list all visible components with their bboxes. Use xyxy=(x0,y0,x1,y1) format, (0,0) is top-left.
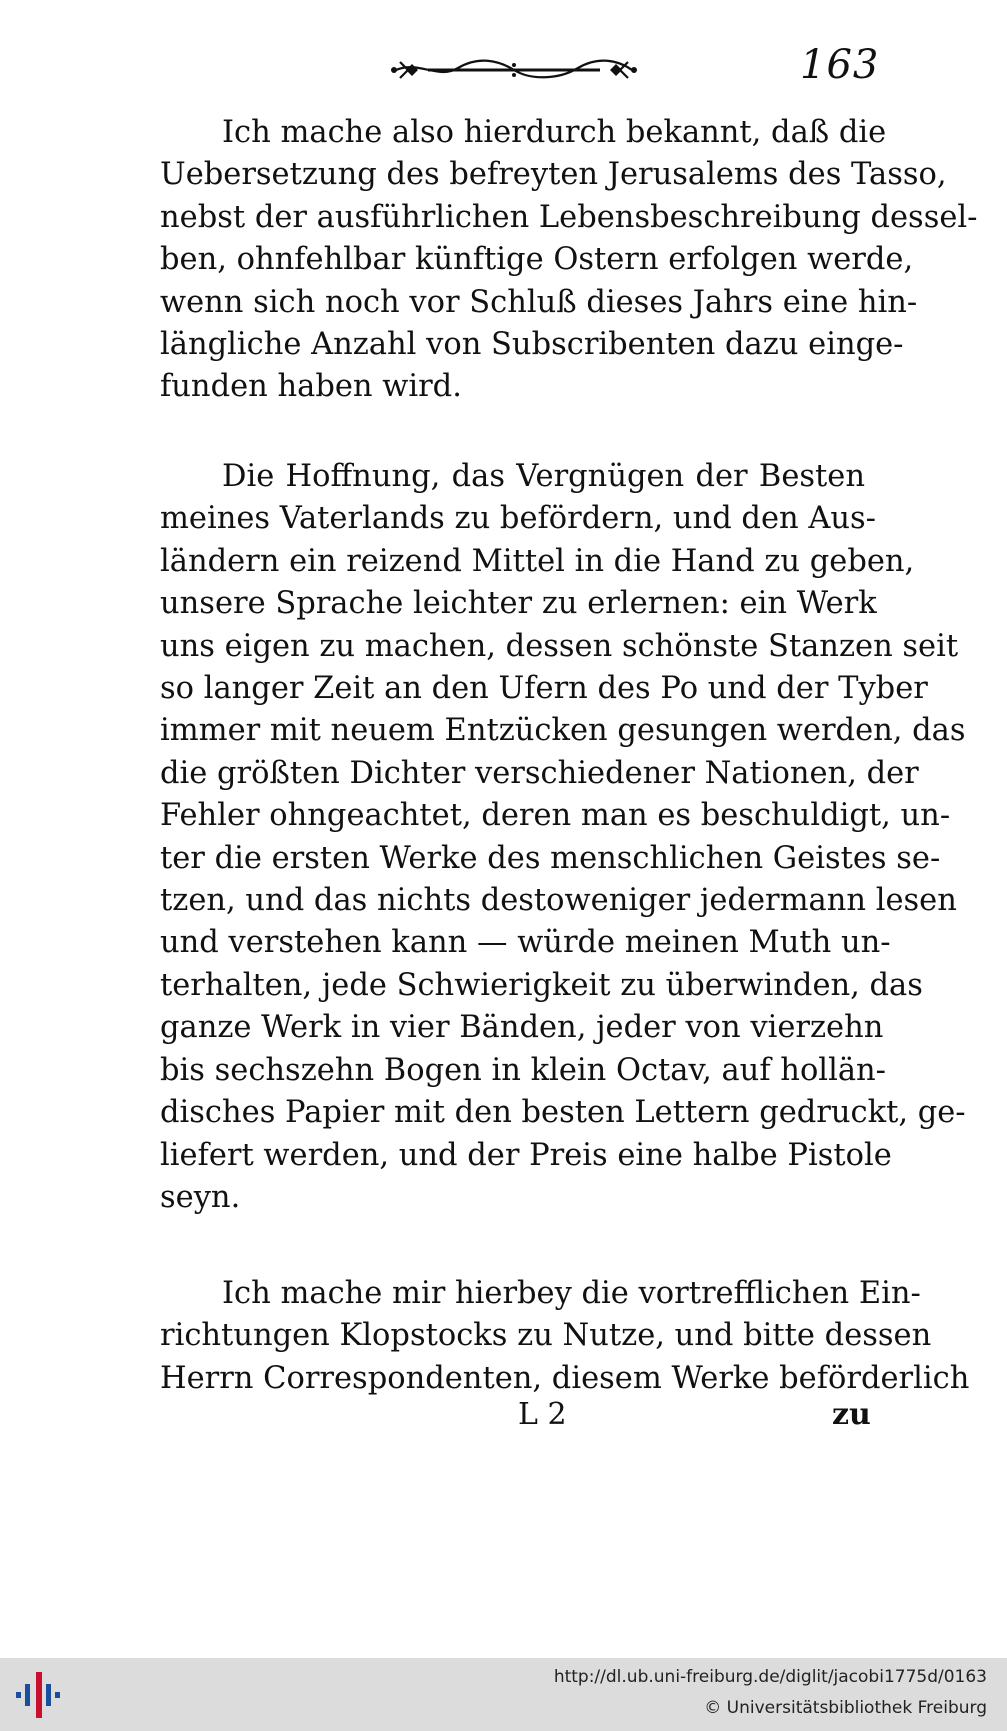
text-line: Herrn Correspondenten, diesem Werke beförderlich xyxy=(160,1360,970,1396)
ornament-icon xyxy=(388,52,640,88)
text-line: die größten Dichter verschiedener Nationen, der xyxy=(160,755,919,791)
text-line: so langer Zeit an den Ufern des Po und der Tyber xyxy=(160,671,928,707)
text-line: ter die ersten Werke des menschlichen Geistes se- xyxy=(160,840,941,876)
text-line: richtungen Klopstocks zu Nutze, und bitte dessen xyxy=(160,1318,932,1354)
text-line: liefert werden, und der Preis eine halbe Pistole xyxy=(160,1137,892,1173)
text-line: meines Vaterlands zu befördern, und den Aus- xyxy=(160,501,876,537)
text-line: bis sechszehn Bogen in klein Octav, auf hollän- xyxy=(160,1052,886,1088)
text-line: disches Papier mit den besten Lettern gedruckt, ge- xyxy=(160,1095,966,1131)
footer-bar xyxy=(0,1658,1007,1731)
text-line: Uebersetzung des befreyten Jerusalems des Tasso, xyxy=(160,157,947,193)
text-line: längliche Anzahl von Subscribenten dazu einge- xyxy=(160,327,904,363)
text-line: seyn. xyxy=(160,1179,241,1215)
text-line: ländern ein reizend Mittel in die Hand zu geben, xyxy=(160,543,915,579)
paragraph-2 xyxy=(160,456,966,1219)
text-line: wenn sich noch vor Schluß dieses Jahrs eine hin- xyxy=(160,284,918,320)
text-line: Ich mache also hierdurch bekannt, daß die xyxy=(222,115,887,150)
text-line: nebst der ausführlichen Lebensbeschreibung dessel- xyxy=(160,199,978,235)
permalink-url[interactable]: http://dl.ub.uni-freiburg.de/diglit/jacobi1775d/0163 xyxy=(553,1667,987,1687)
catchword: zu xyxy=(832,1397,871,1432)
ub-freiburg-logo-icon[interactable] xyxy=(14,1668,64,1722)
copyright-notice: © Universitätsbibliothek Freiburg xyxy=(704,1698,987,1718)
signature-mark: L 2 xyxy=(518,1397,567,1432)
text-line: immer mit neuem Entzücken gesungen werden, das xyxy=(160,713,966,749)
text-line: unsere Sprache leichter zu erlernen: ein Werk xyxy=(160,586,877,622)
text-line: Die Hoffnung, das Vergnügen der Besten xyxy=(222,459,865,494)
paragraph-1 xyxy=(160,112,978,409)
text-line: und verstehen kann — würde meinen Muth un- xyxy=(160,925,891,961)
text-line: Ich mache mir hierbey die vortrefflichen Ein- xyxy=(222,1276,921,1311)
text-line: tzen, und das nichts destoweniger jedermann lesen xyxy=(160,883,957,919)
text-line: Fehler ohngeachtet, deren man es beschuldigt, un- xyxy=(160,798,951,834)
text-line: uns eigen zu machen, dessen schönste Stanzen seit xyxy=(160,628,959,664)
text-line: funden haben wird. xyxy=(160,369,462,405)
text-line: ganze Werk in vier Bänden, jeder von vierzehn xyxy=(160,1010,884,1046)
paragraph-3 xyxy=(160,1273,970,1400)
text-line: ben, ohnfehlbar künftige Ostern erfolgen werde, xyxy=(160,242,914,278)
text-line: terhalten, jede Schwierigkeit zu überwinden, das xyxy=(160,967,923,1003)
page-number: 163 xyxy=(800,42,880,88)
